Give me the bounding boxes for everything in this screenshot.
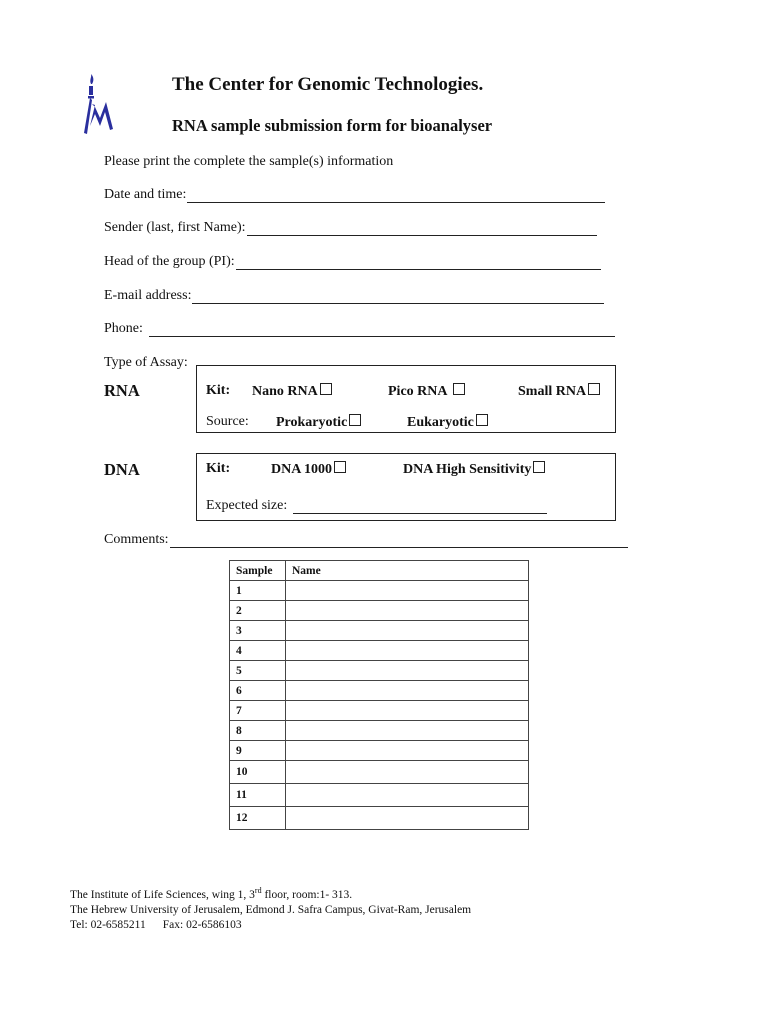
dna-1000-label: DNA 1000: [271, 462, 333, 477]
expected-size-field[interactable]: [206, 498, 547, 514]
prokaryotic-checkbox[interactable]: [349, 414, 361, 426]
sample-name-cell[interactable]: [286, 681, 529, 701]
dna-high-sensitivity-label: DNA High Sensitivity: [403, 462, 532, 477]
footer-contact-line: [70, 918, 471, 933]
head-of-group-label: Head of the group (PI):: [104, 254, 235, 269]
eukaryotic-label: Eukaryotic: [407, 415, 474, 430]
head-of-group-field[interactable]: [104, 254, 601, 270]
table-row: [230, 581, 529, 601]
eukaryotic-option[interactable]: [407, 414, 488, 431]
rna-source-label: Source:: [206, 414, 249, 429]
email-field[interactable]: [104, 288, 604, 304]
sample-name-cell[interactable]: [286, 741, 529, 761]
table-row: [230, 784, 529, 807]
name-column-header: Name: [286, 561, 529, 581]
sample-column-header: Sample: [230, 561, 286, 581]
footer-address-text: The Institute of Life Sciences, wing 1, 3: [70, 888, 255, 901]
expected-size-line[interactable]: [293, 499, 547, 514]
comments-field[interactable]: [104, 532, 628, 548]
sample-number-cell: 4: [230, 641, 286, 661]
sample-name-cell[interactable]: [286, 761, 529, 784]
dna-high-sensitivity-checkbox[interactable]: [533, 461, 545, 473]
sample-number-cell: 5: [230, 661, 286, 681]
table-row: [230, 661, 529, 681]
sender-field[interactable]: [104, 220, 597, 236]
nano-rna-label: Nano RNA: [252, 384, 318, 399]
nano-rna-option[interactable]: [252, 383, 332, 400]
table-row: [230, 641, 529, 661]
pico-rna-option[interactable]: [388, 383, 465, 400]
sender-label: Sender (last, first Name):: [104, 220, 246, 235]
footer-address-floor: floor, room:1- 313.: [261, 888, 353, 901]
table-row: [230, 721, 529, 741]
footer-university-line: The Hebrew University of Jerusalem, Edmond J. Safra Campus, Givat-Ram, Jerusalem: [70, 903, 472, 916]
sample-number-cell: 11: [230, 784, 286, 807]
assay-type-label: Type of Assay:: [104, 355, 188, 370]
sample-number-cell: 8: [230, 721, 286, 741]
table-row: [230, 701, 529, 721]
email-line[interactable]: [192, 289, 604, 304]
sample-number-cell: 6: [230, 681, 286, 701]
dna-kit-label: Kit:: [206, 461, 231, 476]
sample-name-cell[interactable]: [286, 601, 529, 621]
comments-line[interactable]: [170, 533, 628, 548]
pico-rna-checkbox[interactable]: [453, 383, 465, 395]
footer-fax: Fax: 02-6586103: [162, 918, 242, 931]
sample-name-cell[interactable]: [286, 581, 529, 601]
sample-name-cell[interactable]: [286, 661, 529, 681]
dna-section-label: DNA: [104, 460, 140, 479]
table-row: [230, 601, 529, 621]
small-rna-label: Small RNA: [518, 384, 587, 399]
table-row: [230, 741, 529, 761]
eukaryotic-checkbox[interactable]: [476, 414, 488, 426]
sample-name-cell[interactable]: [286, 784, 529, 807]
sample-name-cell[interactable]: [286, 807, 529, 830]
phone-label: Phone:: [104, 321, 143, 336]
footer-address-sup: rd: [254, 886, 262, 895]
sample-number-cell: 2: [230, 601, 286, 621]
dna-1000-checkbox[interactable]: [334, 461, 346, 473]
sample-name-cell[interactable]: [286, 621, 529, 641]
small-rna-option[interactable]: [518, 383, 600, 400]
sample-number-cell: 12: [230, 807, 286, 830]
date-time-field[interactable]: [104, 187, 605, 203]
assay-type-field: [104, 355, 188, 371]
prokaryotic-label: Prokaryotic: [276, 415, 348, 430]
table-row: [230, 621, 529, 641]
expected-size-label: Expected size:: [206, 498, 288, 513]
hebrew-university-logo-icon: [82, 74, 116, 136]
sample-number-cell: 10: [230, 761, 286, 784]
phone-field[interactable]: [104, 321, 615, 337]
small-rna-checkbox[interactable]: [588, 383, 600, 395]
date-time-line[interactable]: [187, 188, 605, 203]
table-header-row: [230, 561, 529, 581]
pico-rna-label: Pico RNA: [388, 384, 448, 399]
date-time-label: Date and time:: [104, 187, 187, 202]
phone-line[interactable]: [149, 322, 615, 337]
sample-table: [229, 560, 529, 830]
dna-1000-option[interactable]: [271, 461, 346, 478]
sample-number-cell: 9: [230, 741, 286, 761]
footer-address-line: [70, 883, 471, 903]
rna-kit-label: Kit:: [206, 383, 231, 398]
prokaryotic-option[interactable]: [276, 414, 361, 431]
sample-name-cell[interactable]: [286, 641, 529, 661]
comments-label: Comments:: [104, 532, 169, 547]
sample-name-cell[interactable]: [286, 701, 529, 721]
sample-number-cell: 1: [230, 581, 286, 601]
nano-rna-checkbox[interactable]: [320, 383, 332, 395]
footer: [70, 883, 471, 933]
table-row: [230, 681, 529, 701]
instructions-text: Please print the complete the sample(s) information: [104, 154, 394, 169]
head-of-group-line[interactable]: [236, 255, 601, 270]
page-subtitle: RNA sample submission form for bioanalyser: [172, 116, 493, 135]
table-row: [230, 761, 529, 784]
sample-name-cell[interactable]: [286, 721, 529, 741]
sample-number-cell: 7: [230, 701, 286, 721]
footer-tel: Tel: 02-6585211: [70, 918, 146, 931]
sender-line[interactable]: [247, 221, 597, 236]
email-label: E-mail address:: [104, 288, 192, 303]
dna-high-sensitivity-option[interactable]: [403, 461, 545, 478]
sample-number-cell: 3: [230, 621, 286, 641]
page-title: The Center for Genomic Technologies.: [172, 74, 484, 95]
rna-section-label: RNA: [104, 381, 140, 400]
table-row: [230, 807, 529, 830]
